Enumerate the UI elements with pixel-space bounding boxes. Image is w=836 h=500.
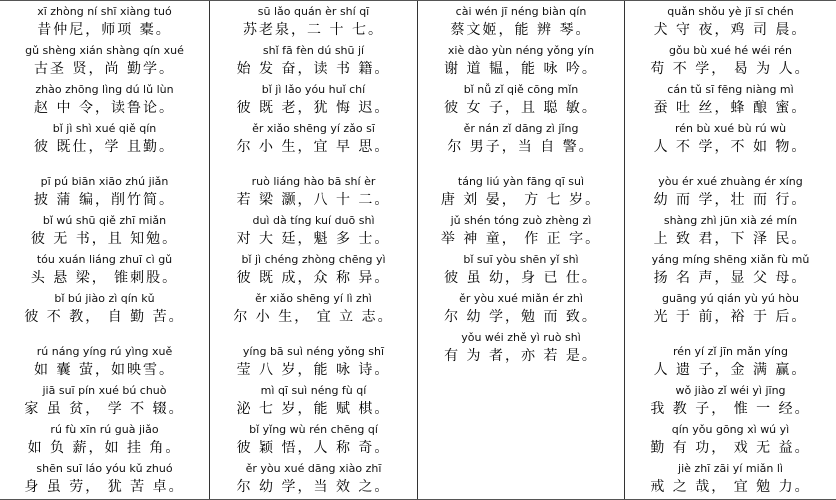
verse-line xyxy=(420,3,622,42)
hanzi-text: 泌 七 岁，能 赋 棋。 xyxy=(236,401,391,417)
hanzi-text: 若 梁 灏，八 十 二。 xyxy=(236,192,391,208)
hanzi-text: 彼 既仕，学 且勤。 xyxy=(34,139,175,155)
pinyin-text: rú fù xīn rú guà jiǎo xyxy=(50,423,159,436)
verse-line xyxy=(2,173,207,212)
hanzi-text: 人 不 学，不 如 物。 xyxy=(653,139,808,155)
verse-block xyxy=(627,173,834,329)
pinyin-text: wǒ jiào zǐ wéi yì jīng xyxy=(675,384,786,397)
column-3 xyxy=(418,1,625,499)
verse-line xyxy=(420,173,622,212)
hanzi-text: 勤 有 功， 戏 无 益。 xyxy=(650,440,811,456)
hanzi-text: 头 悬 梁， 锥刺股。 xyxy=(30,270,179,286)
hanzi-text: 身 虽 劳， 犹 苦 卓。 xyxy=(24,479,185,495)
pinyin-text: jiè zhī zāi yí miǎn lì xyxy=(678,462,783,475)
pinyin-text: ěr yòu xué dāng xiào zhī xyxy=(245,462,382,475)
pinyin-text: jiā suī pín xué bú chuò xyxy=(42,384,167,397)
verse-line xyxy=(2,382,207,421)
verse-line xyxy=(2,120,207,159)
verse-line xyxy=(627,460,834,499)
stanza-gap xyxy=(2,329,207,343)
verse-block xyxy=(627,343,834,499)
pinyin-text: ěr xiǎo shēng yí lì zhì xyxy=(255,292,372,305)
hanzi-text: 人 遗 子，金 满 赢。 xyxy=(653,362,808,378)
verse-line xyxy=(2,251,207,290)
pinyin-text: zhào zhōng lìng dú lǔ lùn xyxy=(35,83,174,96)
pinyin-text: ruò liáng hào bā shí èr xyxy=(251,175,376,188)
column-2 xyxy=(210,1,418,499)
pinyin-text: bǐ wú shū qiě zhī miǎn xyxy=(42,214,167,227)
pinyin-text: xiè dào yùn néng yǒng yín xyxy=(447,44,595,57)
verse-block xyxy=(2,343,207,499)
hanzi-text: 始 发 奋，读 书 籍。 xyxy=(236,61,391,77)
hanzi-text: 扬 名 声，显 父 母。 xyxy=(653,270,808,286)
pinyin-text: gǒu bù xué hé wéi rén xyxy=(669,44,792,57)
verse-line xyxy=(2,290,207,329)
stanza-gap xyxy=(627,159,834,173)
hanzi-text: 彼 女 子，且 聪 敏。 xyxy=(444,100,598,116)
verse-line xyxy=(2,81,207,120)
hanzi-text: 彼 既 成，众 称 异。 xyxy=(236,270,391,286)
hanzi-text: 彼 既 老，犹 悔 迟。 xyxy=(236,100,391,116)
hanzi-text: 彼 不 教， 自 勤 苦。 xyxy=(24,309,185,325)
verse-line xyxy=(2,212,207,251)
verse-block xyxy=(2,173,207,329)
verse-line xyxy=(627,382,834,421)
verse-block xyxy=(627,3,834,159)
hanzi-text: 上 致 君，下 泽 民。 xyxy=(653,231,808,247)
column-4 xyxy=(625,1,836,499)
pinyin-text: sū lǎo quán èr shí qī xyxy=(257,5,370,18)
pinyin-text: shǐ fā fèn dú shū jí xyxy=(262,44,365,57)
pinyin-text: rén yí zǐ jīn mǎn yíng xyxy=(673,345,788,358)
hanzi-text: 彼 颖 悟，人 称 奇。 xyxy=(236,440,391,456)
verse-line xyxy=(420,329,622,368)
hanzi-text: 家 虽 贫， 学 不 辍。 xyxy=(24,401,185,417)
hanzi-text: 披 蒲 编，削竹简。 xyxy=(34,192,175,208)
stanza-gap xyxy=(420,159,622,173)
pinyin-text: ěr xiǎo shēng yí zǎo sī xyxy=(252,122,375,135)
pinyin-text: ěr yòu xué miǎn ér zhì xyxy=(459,292,583,305)
verse-line xyxy=(212,81,415,120)
pinyin-text: mì qī suì néng fù qí xyxy=(260,384,367,397)
verse-line xyxy=(420,251,622,290)
hanzi-text: 谢 道 韫，能 咏 吟。 xyxy=(444,61,598,77)
pinyin-text: bǐ jì lǎo yóu huǐ chí xyxy=(261,83,366,96)
pinyin-text: táng liú yàn fāng qī suì xyxy=(457,175,585,188)
hanzi-text: 有 为 者，亦 若 是。 xyxy=(444,348,598,364)
verse-line xyxy=(212,382,415,421)
verse-line xyxy=(420,212,622,251)
pinyin-text: cài wén jī néng biàn qín xyxy=(455,5,587,18)
verse-line xyxy=(627,343,834,382)
pinyin-text: yíng bā suì néng yǒng shī xyxy=(242,345,385,358)
verse-line xyxy=(627,42,834,81)
hanzi-text: 对 大 廷，魁 多 士。 xyxy=(236,231,391,247)
hanzi-text: 尔 幼 学，勉 而 致。 xyxy=(444,309,598,325)
verse-line xyxy=(420,120,622,159)
verse-line xyxy=(627,290,834,329)
pinyin-text: shēn suī láo yóu kǔ zhuó xyxy=(36,462,173,475)
hanzi-text: 戒 之 哉， 宜 勉 力。 xyxy=(650,479,811,495)
pinyin-text: yǒu wéi zhě yì ruò shì xyxy=(461,331,581,344)
hanzi-text: 赵 中 令，读鲁论。 xyxy=(34,100,175,116)
verse-line xyxy=(212,42,415,81)
verse-line xyxy=(212,212,415,251)
pinyin-text: xī zhòng ní shī xiàng tuó xyxy=(37,5,172,18)
pinyin-text: yáng míng shēng xiǎn fù mǔ xyxy=(651,253,810,266)
verse-block xyxy=(420,3,622,159)
stanza-gap xyxy=(627,329,834,343)
verse-line xyxy=(212,290,415,329)
verse-line xyxy=(420,81,622,120)
hanzi-text: 彼 无 书，且 知勉。 xyxy=(30,231,179,247)
hanzi-text: 古圣 贤，尚 勤学。 xyxy=(34,61,175,77)
verse-line xyxy=(627,421,834,460)
hanzi-text: 莹 八 岁，能 咏 诗。 xyxy=(236,362,391,378)
verse-line xyxy=(212,3,415,42)
pinyin-text: jǔ shén tóng zuò zhèng zì xyxy=(450,214,592,227)
hanzi-text: 彼 虽 幼，身 已 仕。 xyxy=(444,270,598,286)
verse-line xyxy=(212,251,415,290)
hanzi-text: 尔 小 生， 宜 立 志。 xyxy=(233,309,394,325)
hanzi-text: 苏老泉，二 十 七。 xyxy=(243,22,384,38)
column-1 xyxy=(0,1,210,499)
hanzi-text: 蚕 吐 丝，蜂 酿 蜜。 xyxy=(653,100,808,116)
pinyin-text: bǐ yǐng wù rén chēng qí xyxy=(249,423,378,436)
verse-line xyxy=(212,460,415,499)
verse-line xyxy=(2,460,207,499)
pinyin-text: bǐ bú jiào zì qín kǔ xyxy=(54,292,155,305)
verse-line xyxy=(212,343,415,382)
verse-line xyxy=(627,81,834,120)
pinyin-text: bǐ jì shì xué qiě qín xyxy=(52,122,157,135)
hanzi-text: 尔 男子，当 自 警。 xyxy=(447,139,595,155)
verse-block xyxy=(212,173,415,329)
verse-line xyxy=(627,173,834,212)
verse-line xyxy=(212,173,415,212)
hanzi-text: 如 负 薪，如 挂 角。 xyxy=(27,440,182,456)
hanzi-text: 幼 而 学，壮 而 行。 xyxy=(653,192,808,208)
hanzi-text: 我 教 子， 惟 一 经。 xyxy=(650,401,811,417)
verse-line xyxy=(627,251,834,290)
verse-line xyxy=(2,3,207,42)
pinyin-text: ěr nán zǐ dāng zì jǐng xyxy=(463,122,579,135)
stanza-gap xyxy=(212,329,415,343)
verse-line xyxy=(2,343,207,382)
hanzi-text: 蔡文姬，能 辨 琴。 xyxy=(450,22,592,38)
verse-block xyxy=(2,3,207,159)
hanzi-text: 唐 刘 晏， 方 七 岁。 xyxy=(440,192,602,208)
verse-line xyxy=(2,42,207,81)
verse-line xyxy=(420,42,622,81)
verse-line xyxy=(627,212,834,251)
hanzi-text: 昔仲尼，师项 橐。 xyxy=(37,22,172,38)
verse-block xyxy=(212,343,415,499)
pinyin-text: guāng yú qián yù yú hòu xyxy=(661,292,799,305)
verse-line xyxy=(627,3,834,42)
pinyin-text: duì dà tíng kuí duō shì xyxy=(252,214,375,227)
pinyin-text: rén bù xué bù rú wù xyxy=(674,122,787,135)
verse-block xyxy=(420,173,622,368)
verse-line xyxy=(212,421,415,460)
hanzi-text: 尔 幼 学，当 效 之。 xyxy=(236,479,391,495)
pinyin-text: bǐ nǚ zǐ qiě cōng mǐn xyxy=(463,83,579,96)
hanzi-text: 光 于 前，裕 于 后。 xyxy=(653,309,808,325)
hanzi-text: 苟 不 学， 曷 为 人。 xyxy=(650,61,811,77)
stanza-gap xyxy=(212,159,415,173)
pinyin-text: qín yǒu gōng xì wú yì xyxy=(671,423,790,436)
pinyin-text: yòu ér xué zhuàng ér xíng xyxy=(658,175,803,188)
pinyin-text: gǔ shèng xián shàng qín xué xyxy=(25,44,184,57)
pinyin-text: pī pú biān xiāo zhú jiǎn xyxy=(40,175,169,188)
verse-line xyxy=(212,120,415,159)
pinyin-text: bǐ suī yòu shēn yǐ shì xyxy=(463,253,579,266)
pinyin-text: shàng zhì jūn xià zé mín xyxy=(663,214,798,227)
verse-block xyxy=(212,3,415,159)
hanzi-text: 尔 小 生，宜 早 思。 xyxy=(236,139,391,155)
hanzi-text: 如 囊 萤，如映雪。 xyxy=(34,362,175,378)
verse-line xyxy=(420,290,622,329)
verse-line xyxy=(2,421,207,460)
stanza-gap xyxy=(2,159,207,173)
pinyin-text: rú náng yíng rú yìng xuě xyxy=(36,345,173,358)
pinyin-text: quǎn shǒu yè jī sī chén xyxy=(667,5,794,18)
pinyin-text: bǐ jì chéng zhòng chēng yì xyxy=(241,253,386,266)
verse-line xyxy=(627,120,834,159)
pinyin-text: tóu xuán liáng zhuī cì gǔ xyxy=(36,253,173,266)
hanzi-text: 犬 守 夜，鸡 司 晨。 xyxy=(653,22,808,38)
hanzi-text: 举 神 童， 作 正 字。 xyxy=(440,231,602,247)
pinyin-text: cán tǔ sī fēng niàng mì xyxy=(667,83,794,96)
